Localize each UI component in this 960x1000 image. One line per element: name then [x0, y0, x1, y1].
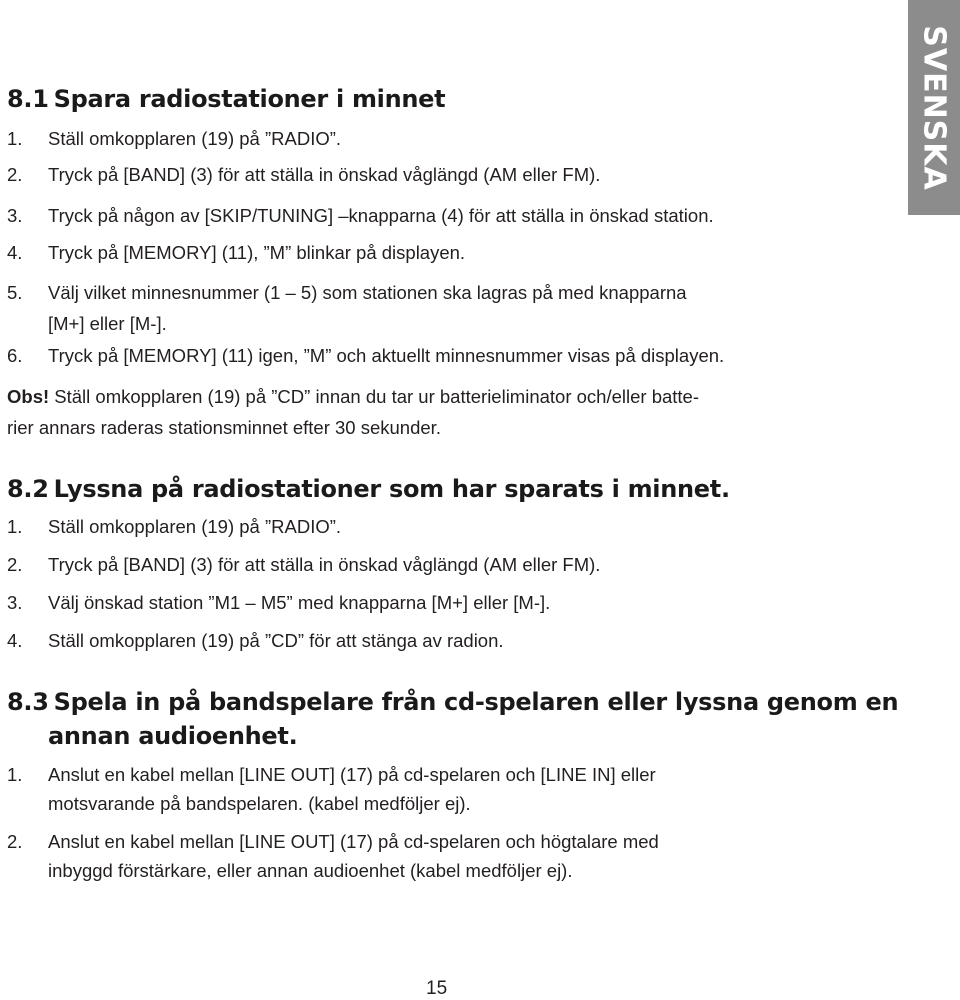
list-item	[7, 827, 887, 857]
item-number: 3.	[7, 205, 23, 226]
item-text: Tryck på [BAND] (3) för att ställa in önskad våglängd (AM eller FM).	[48, 554, 601, 575]
section-number: 8.1	[7, 85, 49, 113]
item-text: Ställ omkopplaren (19) på ”CD” för att stänga av radion.	[48, 630, 504, 651]
page-number: 15	[426, 978, 448, 999]
list-item-continuation: motsvarande på bandspelaren. (kabel medföljer ej).	[48, 793, 471, 814]
section-heading-8-3	[7, 685, 898, 719]
note-text: Ställ omkopplaren (19) på ”CD” innan du tar ur batterieliminator och/eller batte-	[54, 386, 700, 407]
item-number: 2.	[7, 554, 23, 575]
section-heading-8-2	[7, 472, 730, 506]
list-item	[7, 124, 887, 154]
section-heading-8-1	[7, 82, 445, 116]
item-number: 1.	[7, 128, 23, 149]
section-title: Lyssna på radiostationer som har sparats i minnet.	[53, 475, 730, 503]
language-tab	[908, 0, 960, 215]
item-text: Ställ omkopplaren (19) på ”RADIO”.	[48, 128, 342, 149]
item-text: Tryck på någon av [SKIP/TUNING] –knapparna (4) för att ställa in önskad station.	[48, 205, 714, 226]
section-number: 8.2	[7, 475, 49, 503]
item-text: Ställ omkopplaren (19) på ”RADIO”.	[48, 516, 342, 537]
item-number: 2.	[7, 831, 23, 852]
section-title: Spela in på bandspelare från cd-spelaren eller lyssna genom en	[53, 688, 899, 716]
list-item	[7, 278, 887, 308]
section-title-continuation: annan audioenhet.	[48, 722, 298, 750]
list-item	[7, 160, 887, 190]
item-number: 1.	[7, 516, 23, 537]
list-item	[7, 550, 887, 580]
item-number: 3.	[7, 592, 23, 613]
section-title: Spara radiostationer i minnet	[53, 85, 446, 113]
item-text: Tryck på [MEMORY] (11), ”M” blinkar på displayen.	[48, 242, 466, 263]
list-item	[7, 626, 887, 656]
item-text: Anslut en kabel mellan [LINE OUT] (17) på cd-spelaren och [LINE IN] eller	[48, 764, 656, 785]
note-continuation: rier annars raderas stationsminnet efter 30 sekunder.	[7, 417, 441, 438]
list-item	[7, 760, 887, 790]
item-text: Anslut en kabel mellan [LINE OUT] (17) på cd-spelaren och högtalare med	[48, 831, 659, 852]
language-tab-label: SVENSKA	[916, 25, 952, 191]
list-item	[7, 588, 887, 618]
item-number: 5.	[7, 282, 23, 303]
item-text: Välj vilket minnesnummer (1 – 5) som stationen ska lagras på med knapparna	[48, 282, 687, 303]
note-label: Obs!	[7, 386, 50, 407]
list-item	[7, 201, 887, 231]
item-text: Välj önskad station ”M1 – M5” med knapparna [M+] eller [M-].	[48, 592, 551, 613]
note	[7, 382, 887, 412]
list-item	[7, 341, 887, 371]
list-item	[7, 238, 887, 268]
list-item	[7, 512, 887, 542]
section-number: 8.3	[7, 688, 49, 716]
item-number: 1.	[7, 764, 23, 785]
item-text: Tryck på [BAND] (3) för att ställa in önskad våglängd (AM eller FM).	[48, 164, 601, 185]
item-text: Tryck på [MEMORY] (11) igen, ”M” och aktuellt minnesnummer visas på displayen.	[48, 345, 725, 366]
item-number: 6.	[7, 345, 23, 366]
item-number: 4.	[7, 630, 23, 651]
item-number: 2.	[7, 164, 23, 185]
list-item-continuation: inbyggd förstärkare, eller annan audioenhet (kabel medföljer ej).	[48, 860, 573, 881]
list-item-continuation: [M+] eller [M-].	[48, 313, 167, 334]
item-number: 4.	[7, 242, 23, 263]
